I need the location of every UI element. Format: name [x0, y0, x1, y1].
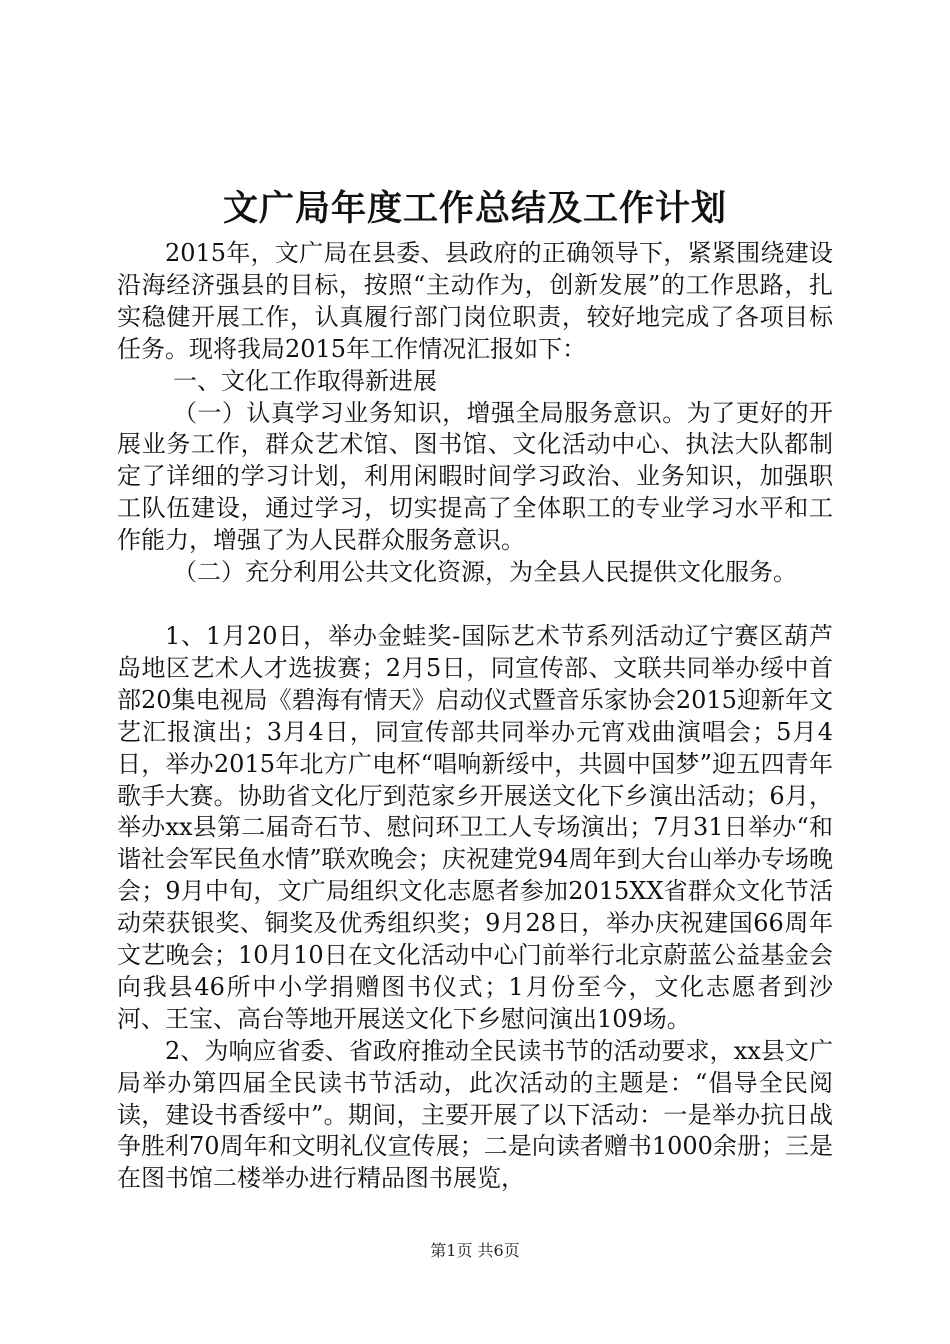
document-title: 文广局年度工作总结及工作计划 — [222, 188, 727, 229]
subsection-two-heading: （二）充分利用公共文化资源，为全县人民提供文化服务。 — [173, 558, 797, 587]
page-number-footer: 第1页 共6页 — [430, 1241, 520, 1260]
blank-line — [117, 589, 833, 621]
document-body — [117, 238, 833, 1195]
subsection-one-paragraph: （一）认真学习业务知识，增强全局服务意识。为了更好的开展业务工作，群众艺术馆、图书馆、文化活动中心、执法大队都制定了详细的学习计划，利用闲暇时间学习政治、业务知识，加强职工队伍建设，通过学习，切实提高了全体职工的专业学习水平和工作能力，增强了为人民群众服务意识。 — [117, 398, 833, 555]
intro-paragraph: 2015年，文广局在县委、县政府的正确领导下，紧紧围绕建设沿海经济强县的目标，按照“主动作为，创新发展”的工作思路，扎实稳健开展工作，认真履行部门岗位职责，较好地完成了各项目标任务。现将我局2015年工作情况汇报如下： — [117, 239, 833, 363]
reading-festival-paragraph: 2、为响应省委、省政府推动全民读书节的活动要求，xx县文广局举办第四届全民读书节活动，此次活动的主题是：“倡导全民阅读，建设书香绥中”。期间，主要开展了以下活动：一是举办抗日战争胜利70周年和文明礼仪宣传展；二是向读者赠书1000余册；三是在图书馆二楼举办进行精品图书展览， — [117, 1036, 833, 1193]
section-heading: 一、文化工作取得新进展 — [173, 366, 437, 395]
activities-paragraph: 1、1月20日，举办金蛙奖-国际艺术节系列活动辽宁赛区葫芦岛地区艺术人才选拔赛；2月5日，同宣传部、文联共同举办绥中首部20集电视局《碧海有情天》启动仪式暨音乐家协会2015迎新年文艺汇报演出；3月4日，同宣传部共同举办元宵戏曲演唱会；5月4日，举办2015年北方广电杯“唱响新绥中，共圆中国梦”迎五四青年歌手大赛。协助省文化厅到范家乡开展送文化下乡演出活动；6月，举办xx县第二届奇石节、慰问环卫工人专场演出；7月31日举办“和谐社会军民鱼水情”联欢晚会；庆祝建党94周年到大台山举办专场晚会；9月中旬，文广局组织文化志愿者参加2015XX省群众文化节活动荣获银奖、铜奖及优秀组织奖；9月28日，举办庆祝建国66周年文艺晚会；10月10日在文化活动中心门前举行北京蔚蓝公益基金会向我县46所中小学捐赠图书仪式；1月份至今，文化志愿者到沙河、王宝、高台等地开展送文化下乡慰问演出109场。 — [117, 621, 833, 1033]
